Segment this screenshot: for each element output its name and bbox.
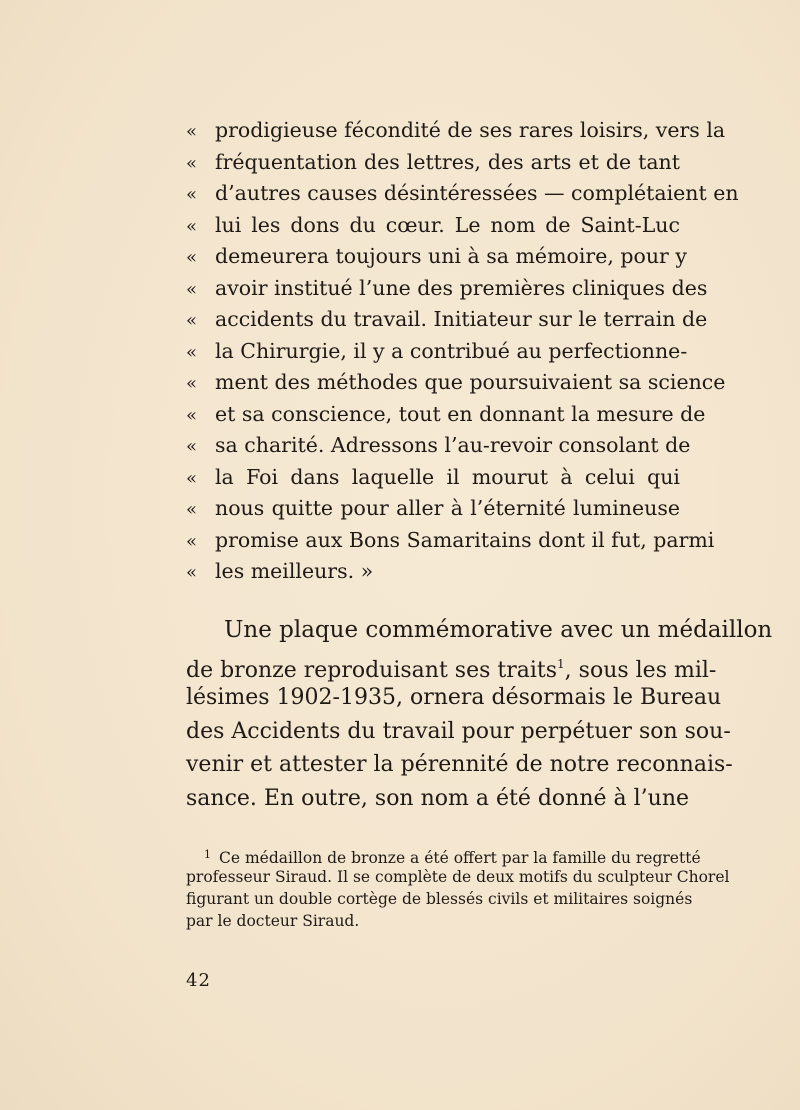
quote-line	[186, 399, 706, 431]
quote-line	[186, 147, 680, 179]
footnote-line: par le docteur Siraud.	[186, 912, 360, 930]
footnote-number: 1	[204, 848, 211, 861]
paragraph-text: de bronze reproduisant ses traits	[186, 657, 558, 683]
quote-mark: «	[186, 530, 198, 552]
quote-line	[186, 430, 691, 462]
quotation-block	[186, 115, 739, 588]
quote-text: accidents du travail. Initiateur sur le terrain de	[215, 307, 708, 331]
body-paragraph	[186, 614, 773, 815]
paragraph-text: , sous les mil-	[564, 657, 717, 683]
footnote-line: professeur Siraud. Il se complète de deux motifs du sculpteur Chorel	[186, 868, 730, 886]
quote-mark: «	[186, 404, 198, 426]
footnote	[186, 844, 730, 932]
paragraph-line: des Accidents du travail pour perpétuer son sou-	[186, 718, 731, 744]
quote-mark: «	[186, 373, 198, 394]
quote-text: ment des méthodes que poursuivaient sa science	[215, 370, 726, 394]
quote-text: avoir institué l’une des premières cliniques des	[215, 275, 708, 300]
quote-line	[186, 178, 739, 210]
quote-text: demeurera toujours uni à sa mémoire, pour y	[215, 244, 687, 268]
quote-mark: «	[186, 121, 198, 142]
quote-line	[186, 210, 680, 242]
quote-text: fréquentation des lettres, des arts et de tant	[215, 149, 680, 174]
quote-line	[186, 493, 680, 525]
quote-text: lui les dons du cœur. Le nom de Saint-Luc	[215, 212, 680, 237]
page-number: 42	[186, 970, 211, 991]
quote-text: sa charité. Adressons l’au-revoir consolant de	[215, 433, 691, 457]
quote-mark: «	[186, 184, 198, 205]
quote-mark: «	[186, 436, 198, 457]
quote-mark: «	[186, 562, 198, 583]
quote-text: et sa conscience, tout en donnant la mesure de	[215, 401, 706, 426]
quote-mark: «	[186, 247, 198, 268]
quote-text: promise aux Bons Samaritains dont il fut, parmi	[215, 527, 715, 552]
quote-line	[186, 304, 708, 336]
quote-mark: «	[186, 215, 198, 237]
quote-mark: «	[186, 152, 198, 174]
quote-mark: «	[186, 278, 198, 300]
paragraph-line: Une plaque commémorative avec un médaillon	[224, 617, 773, 643]
quote-text: la Foi dans laquelle il mourut à celui qui	[215, 464, 680, 489]
footnote-line: figurant un double cortège de blessés civils et militaires soignés	[186, 890, 693, 908]
quote-mark: «	[186, 499, 198, 520]
quote-mark: «	[186, 310, 198, 331]
quote-line	[186, 525, 715, 557]
footnote-text: Ce médaillon de bronze a été offert par la famille du regretté	[219, 849, 701, 867]
paragraph-line	[186, 648, 717, 683]
paragraph-line: lésimes 1902-1935, ornera désormais le Bureau	[186, 685, 722, 710]
paragraph-line: venir et attester la pérennité de notre reconnais-	[186, 752, 733, 777]
quote-text: d’autres causes désintéressées — complétaient en	[215, 181, 739, 205]
quote-line	[186, 367, 726, 399]
quote-line	[186, 115, 726, 147]
quote-line	[186, 462, 680, 494]
quote-mark: «	[186, 467, 198, 489]
quote-text: prodigieuse fécondité de ses rares loisirs, vers la	[215, 118, 726, 142]
quote-line	[186, 556, 680, 588]
quote-text: les meilleurs. »	[215, 559, 374, 583]
footnote-reference[interactable]: 1	[557, 656, 565, 671]
quote-text: nous quitte pour aller à l’éternité lumineuse	[215, 496, 680, 520]
quote-line	[186, 273, 708, 305]
paragraph-line: sance. En outre, son nom a été donné à l’une	[186, 785, 690, 811]
quote-line	[186, 336, 688, 368]
quote-text: la Chirurgie, il y a contribué au perfectionne-	[215, 338, 688, 363]
quote-line	[186, 241, 687, 273]
quote-mark: «	[186, 341, 198, 363]
footnote-line	[186, 844, 701, 867]
